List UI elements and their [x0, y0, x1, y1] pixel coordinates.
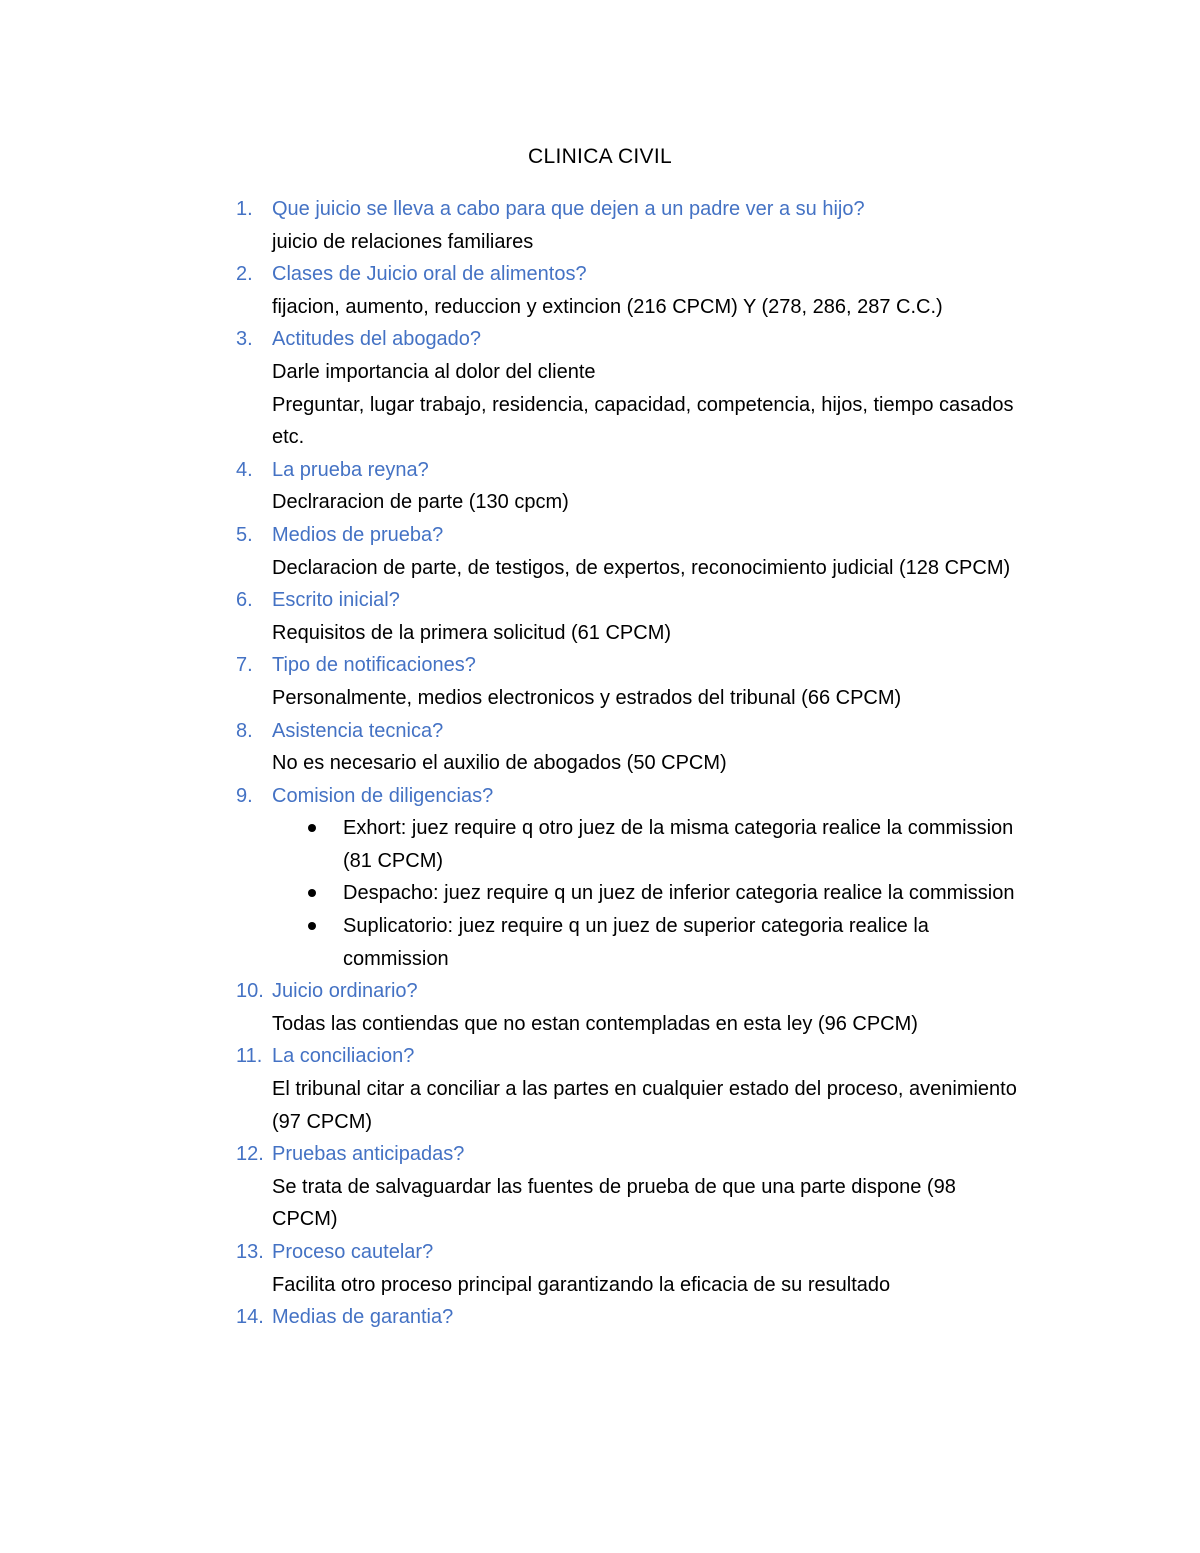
- question-text: Escrito inicial?: [272, 589, 400, 612]
- question-heading: [236, 649, 1026, 682]
- bullet-dot-icon: [308, 922, 316, 930]
- question-heading: [236, 1138, 1026, 1171]
- bullet-dot-icon: [308, 889, 316, 897]
- bullet-dot-icon: [308, 824, 316, 832]
- question-item: [236, 780, 1026, 976]
- question-item: [236, 1236, 1026, 1301]
- question-item: [236, 323, 1026, 453]
- bullet-item: [236, 812, 1026, 877]
- question-number: 2.: [236, 263, 253, 286]
- answer-text: Darle importancia al dolor del cliente: [272, 360, 596, 383]
- bullet-item: [236, 910, 1026, 975]
- question-item: [236, 584, 1026, 649]
- question-number: 9.: [236, 784, 253, 807]
- bullet-list: [236, 812, 1026, 975]
- question-text: Asistencia tecnica?: [272, 719, 444, 742]
- question-heading: [236, 715, 1026, 748]
- question-heading: [236, 519, 1026, 552]
- question-text: Actitudes del abogado?: [272, 328, 482, 351]
- question-heading: [236, 1040, 1026, 1073]
- question-number: 8.: [236, 719, 253, 742]
- question-number: 13.: [236, 1241, 264, 1263]
- question-heading: [236, 323, 1026, 356]
- question-list: [236, 193, 1026, 1334]
- question-text: Juicio ordinario?: [272, 980, 418, 1003]
- question-item: [236, 975, 1026, 1040]
- question-text: La conciliacion?: [272, 1045, 415, 1068]
- answer-text: Requisitos de la primera solicitud (61 CPCM): [272, 621, 672, 644]
- question-heading: [236, 975, 1026, 1008]
- question-text: Proceso cautelar?: [272, 1241, 434, 1263]
- document-title: CLINICA CIVIL: [528, 145, 672, 168]
- question-number: 1.: [236, 198, 253, 220]
- question-number: 10.: [236, 980, 264, 1003]
- question-heading: [236, 454, 1026, 487]
- question-text: La prueba reyna?: [272, 458, 429, 481]
- question-text: Medias de garantia?: [272, 1306, 454, 1329]
- question-number: 4.: [236, 458, 253, 481]
- answer-text: Se trata de salvaguardar las fuentes de prueba de que una parte dispone (98 CPCM): [272, 1175, 956, 1231]
- bullet-text: Despacho: juez require q un juez de inferior categoria realice la commission: [343, 882, 1015, 905]
- bullet-text: Exhort: juez require q otro juez de la misma categoria realice la commission (81 CPCM): [343, 817, 1014, 872]
- question-item: [236, 1040, 1026, 1138]
- answer-text: fijacion, aumento, reduccion y extincion (216 CPCM) Y (278, 286, 287 C.C.): [272, 295, 943, 318]
- question-text: Tipo de notificaciones?: [272, 654, 476, 677]
- question-item: [236, 715, 1026, 780]
- answer-text: Facilita otro proceso principal garantizando la eficacia de su resultado: [272, 1273, 891, 1296]
- question-number: 7.: [236, 654, 253, 677]
- answer-text: El tribunal citar a conciliar a las partes en cualquier estado del proceso, avenimiento (97 CPCM): [272, 1078, 1017, 1133]
- question-heading: [236, 1301, 1026, 1334]
- question-text: Que juicio se lleva a cabo para que dejen a un padre ver a su hijo?: [272, 198, 865, 220]
- question-text: Clases de Juicio oral de alimentos?: [272, 263, 587, 286]
- question-number: 14.: [236, 1306, 264, 1329]
- question-number: 3.: [236, 328, 253, 351]
- answer-text: juicio de relaciones familiares: [272, 230, 534, 253]
- bullet-item: [236, 877, 1026, 910]
- question-item: [236, 193, 1026, 258]
- question-number: 5.: [236, 523, 253, 546]
- question-item: [236, 454, 1026, 519]
- bullet-text: Suplicatorio: juez require q un juez de superior categoria realice la commission: [343, 915, 929, 970]
- question-text: Medios de prueba?: [272, 523, 444, 546]
- question-heading: [236, 193, 1026, 226]
- question-number: 12.: [236, 1143, 264, 1166]
- question-item: [236, 258, 1026, 323]
- answer-text: Declraracion de parte (130 cpcm): [272, 491, 569, 514]
- question-heading: [236, 258, 1026, 291]
- answer-text: No es necesario el auxilio de abogados (50 CPCM): [272, 752, 727, 775]
- question-text: Comision de diligencias?: [272, 784, 494, 807]
- question-text: Pruebas anticipadas?: [272, 1143, 465, 1166]
- answer-text: Declaracion de parte, de testigos, de expertos, reconocimiento judicial (128 CPCM): [272, 556, 1011, 579]
- question-number: 6.: [236, 589, 253, 612]
- answer-text: Preguntar, lugar trabajo, residencia, capacidad, competencia, hijos, tiempo casados etc.: [272, 393, 1014, 449]
- question-item: [236, 1301, 1026, 1334]
- question-item: [236, 649, 1026, 714]
- question-item: [236, 1138, 1026, 1236]
- question-number: 11.: [236, 1045, 263, 1068]
- question-heading: [236, 584, 1026, 617]
- answer-text: Todas las contiendas que no estan contempladas en esta ley (96 CPCM): [272, 1012, 918, 1035]
- question-heading: [236, 780, 1026, 813]
- question-heading: [236, 1236, 1026, 1269]
- answer-text: Personalmente, medios electronicos y estrados del tribunal (66 CPCM): [272, 686, 902, 709]
- question-item: [236, 519, 1026, 584]
